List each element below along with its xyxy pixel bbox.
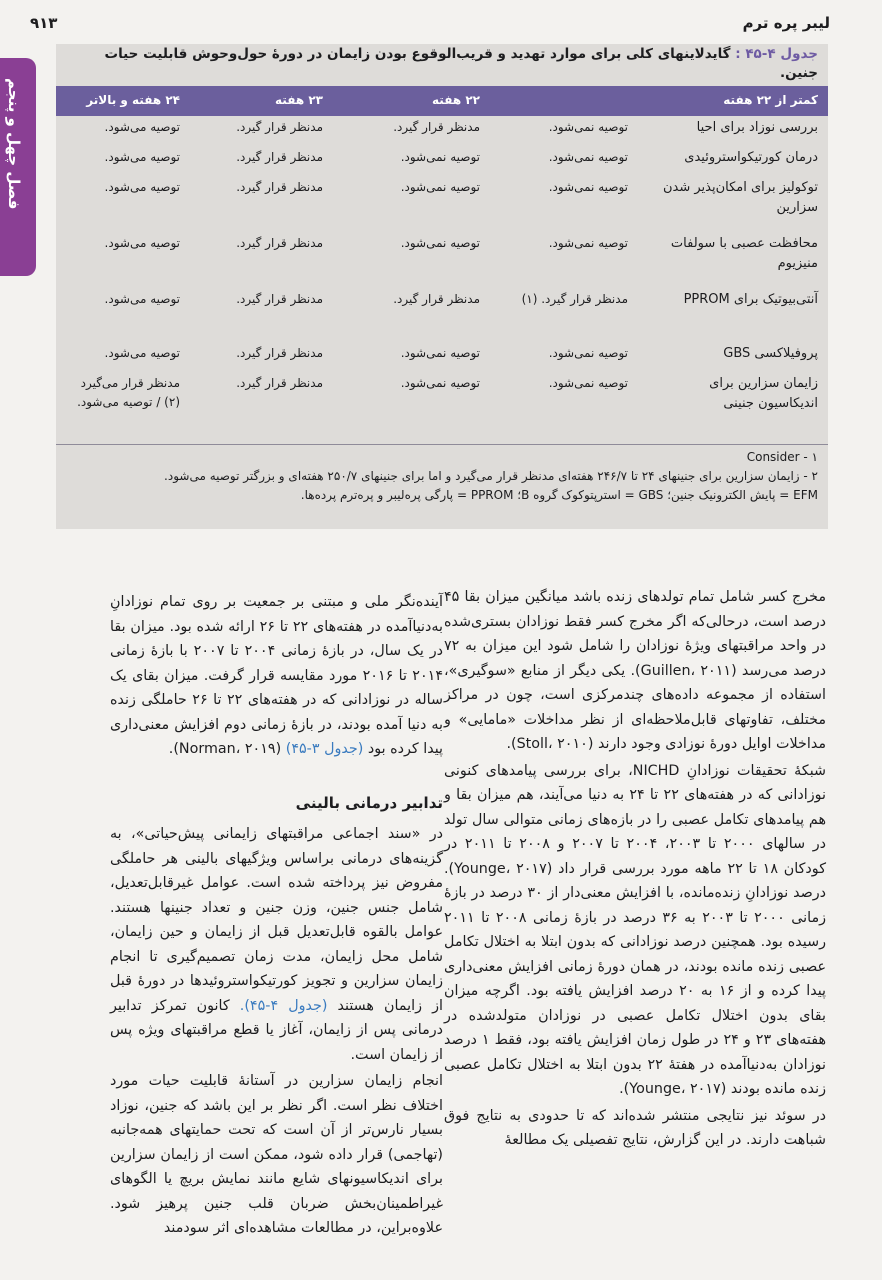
table-row — [56, 178, 828, 224]
table-reference-link[interactable]: (جدول ۳-۴۵) — [285, 741, 364, 757]
table-row — [56, 344, 828, 372]
paragraph: در سوئد نیز نتایجی منتشر شده‌اند که تا حدودی به نتایج فوق شباهت دارند. در این گزارش، نتایج تفصیلی یک مطالعهٔ — [444, 1107, 826, 1148]
paragraph: شبکهٔ تحقیقات نوزادانِ NICHD، برای بررسی پیامدهای کنونی نوزادانی که در هفته‌های ۲۲ تا ۲۴ به دنیا می‌آیند، هم میزان بقا و هم پیامدهای تکامل عصبی را در بازه‌های زمانی متوالی سال تولد در سالهای ۲۰۰۰ تا ۲۰۰۳، ۲۰۰۴ تا ۲۰۰۷ و ۲۰۰۸ تا ۲۰۱۱ در کودکان ۱۸ تا ۲۲ ماهه مورد بررسی قرار داد (Younge، ۲۰۱۷). درصد نوزادانِ زنده‌مانده، با افزایش معنی‌دار از ۳۰ درصد در بازهٔ زمانی ۲۰۰۰ تا ۲۰۰۳ به ۳۶ درصد در بازهٔ زمانی ۲۰۰۸ تا ۲۰۱۱ رسیده بود. همچنین درصد نوزادانی که بدون ابتلا به اختلال تکامل عصبی زنده مانده بودند، در همان دورهٔ زمانی افزایش معنی‌داری پیدا کرده و از ۱۶ به ۲۰ درصد افزایش یافته بود. اگرچه میزان بقای بدون اختلال تکامل عصبی در نوزادان متولدشده در هفته‌های ۲۳ و ۲۴ در طول زمان افزایش یافته بود، فقط ۱ درصد نوزادان به‌دنیاآمده در هفتهٔ ۲۲ بدون ابتلا به اختلال تکامل عصبی زنده مانده بودند (Younge، ۲۰۱۷). — [444, 762, 827, 1097]
table-cell: مدنظر قرار گیرد. (۱) — [521, 292, 628, 306]
table-cell: توصیه نمی‌شود. — [548, 376, 628, 390]
table-cell: مدنظر قرار گیرد. — [236, 236, 323, 250]
table-cell: توصیه می‌شود. — [104, 236, 180, 250]
table-cell: توصیه نمی‌شود. — [548, 346, 628, 360]
column-header: کمتر از ۲۲ هفته — [723, 93, 818, 107]
table-cell: مدنظر قرار می‌گیرد (۲) / توصیه می‌شود. — [77, 376, 180, 409]
paragraph-text: آینده‌نگر ملی و مبتنی بر جمعیت بر روی تمام نوزادانِ به‌دنیاآمده در هفته‌های ۲۲ تا ۲۶ ارائه شده بود. میزان بقا در یک سال، در بازهٔ زمانی ۲۰۰۴ تا ۲۰۰۷ با بازهٔ زمانی ۲۰۱۴ تا ۲۰۱۶ مورد مقایسه قرار گرفت. میزان بقای یک ساله در نوزادانی که در هفته‌های ۲۲ تا ۲۶ حاملگی زنده به دنیا آمده بودند، در بازهٔ زمانی دوم افزایش معنی‌داری پیدا کرده بود — [110, 594, 444, 757]
paragraph: انجام زایمان سزارین در آستانهٔ قابلیت حیات مورد اختلاف نظر است. اگر نظر بر این باشد که جنین، نوزاد بسیار نارس‌تر از آن است که تحت حمایتهای همه‌جانبه (تهاجمی) قرار داده شود، ممکن است از زایمان سزارین برای اندیکاسیونهای شایع مانند نمایش بریچ یا الگوهای غیراطمینان‌بخش ضربان قلب جنین پرهیز شود. علاوه‌براین، در مطالعات مشاهده‌ای اثر سودمند — [110, 1073, 443, 1236]
table-cell: مدنظر قرار گیرد. — [393, 120, 480, 134]
table-cell: توصیه نمی‌شود. — [400, 346, 480, 360]
table-row — [56, 290, 828, 336]
column-header: ۲۲ هفته — [432, 93, 480, 107]
abbreviations-note: EFM = پایش الکترونیک جنین؛ GBS = استرپتوکوک گروه B؛ PPROM = پارگی پره‌لیبر و پره‌ترم پرده‌ها. — [300, 488, 818, 502]
chapter-label: فصل چهل و پنجم — [5, 78, 23, 210]
table-cell: توصیه نمی‌شود. — [548, 236, 628, 250]
table-cell: مدنظر قرار گیرد. — [236, 292, 323, 306]
table-row — [56, 374, 828, 440]
guideline-table — [56, 44, 828, 529]
table-cell: توصیه می‌شود. — [104, 120, 180, 134]
table-cell: مدنظر قرار گیرد. — [236, 150, 323, 164]
table-row — [56, 234, 828, 280]
table-row — [56, 118, 828, 146]
table-row — [56, 148, 828, 176]
row-label: بررسی نوزاد برای احیا — [696, 120, 818, 135]
table-cell: توصیه می‌شود. — [104, 150, 180, 164]
table-cell: توصیه نمی‌شود. — [400, 180, 480, 194]
table-cell: مدنظر قرار گیرد. — [236, 120, 323, 134]
paragraph: مخرج کسر شامل تمام تولدهای زنده باشد میانگین میزان بقا ۴۵ درصد است، درحالی‌که اگر مخرج کسر فقط نوزادان بستری‌شده در واحد مراقبتهای ویژهٔ نوزادان را شامل شود این میزان به ۷۲ درصد می‌رسد (Guillen، ۲۰۱۱). یکی دیگر از منابع «سوگیری»، استفاده از مجموعه داده‌های چندمرکزی است، چون در مراکز مختلف، تفاوتهای قابل‌ملاحظه‌ای از نظر مداخلات «مامایی» و مداخلات اوایل دورهٔ نوزادی وجود دارند (Stoll، ۲۰۱۰). — [444, 589, 826, 752]
table-cell: توصیه نمی‌شود. — [548, 150, 628, 164]
table-cell: توصیه نمی‌شود. — [400, 236, 480, 250]
table-caption-label: جدول ۴-۴۵ : — [735, 46, 818, 62]
footnote: ۱ - Consider — [746, 450, 818, 464]
row-label: محافظت عصبی با سولفات منیزیوم — [670, 236, 818, 271]
paragraph-text: (Norman، ۲۰۱۹). — [168, 741, 282, 757]
paragraph-text: کانون تمرکز تدابیر درمانی پس از زایمان، آغاز یا قطع مراقبتهای ویژه پس از زایمان است. — [110, 997, 443, 1063]
table-cell: توصیه نمی‌شود. — [548, 120, 628, 134]
right-text-column — [444, 585, 826, 1153]
table-caption — [66, 44, 818, 85]
page-number: ۹۱۳ — [30, 14, 58, 32]
table-cell: مدنظر قرار گیرد. — [236, 346, 323, 360]
paragraph — [110, 590, 443, 762]
table-reference-link[interactable]: (جدول ۴-۴۵). — [239, 997, 328, 1014]
running-head — [30, 8, 830, 36]
table-caption-text: گایدلاینهای کلی برای موارد تهدید و قریب‌الوقوع بودن زایمان در دورهٔ حول‌وحوش قابلیت حیات جنین. — [104, 46, 818, 81]
table-divider — [56, 444, 828, 445]
column-header: ۲۳ هفته — [275, 93, 323, 107]
row-label: آنتی‌بیوتیک برای PPROM — [683, 292, 818, 307]
row-label: پروفیلاکسی GBS — [723, 346, 818, 361]
table-header-row — [56, 86, 828, 116]
paragraph-text: در «سند اجماعی مراقبتهای زایمانی پیش‌حیاتی»، به گزینه‌های درمانی براساس ویژگیهای بالینی هر حاملگی مفروض نیز پرداخته شده است. عوامل غیرقابل‌تعدیل، شامل جنس جنین، وزن جنین و تعداد جنینها هستند. عوامل بالقوه قابل‌تعدیل قبل از زایمان و حین زایمان، شامل محل زایمان، مدت زمان تصمیم‌گیری تا انجام زایمان سزارین و تجویز کورتیکواستروئیدها در دورهٔ قبل از زایمان هستند — [110, 826, 443, 1014]
table-cell: توصیه می‌شود. — [104, 180, 180, 194]
table-cell: توصیه نمی‌شود. — [400, 376, 480, 390]
paragraph — [110, 822, 443, 1067]
footnote: ۲ - زایمان سزارین برای جنینهای ۲۴ تا ۲۴۶/۷ هفته‌ای مدنظر قرار می‌گیرد و اما برای جنینهای ۲۵۰/۷ هفته‌ای و بزرگتر توصیه می‌شود. — [164, 469, 818, 483]
table-cell: مدنظر قرار گیرد. — [236, 180, 323, 194]
section-heading: تدابیر درمانی بالینی — [295, 794, 443, 812]
table-cell: مدنظر قرار گیرد. — [236, 376, 323, 390]
row-label: درمان کورتیکواستروئیدی — [684, 150, 818, 165]
table-footnotes — [62, 448, 818, 505]
book-title: لیبر پره ترم — [742, 14, 830, 32]
table-cell: توصیه می‌شود. — [104, 292, 180, 306]
left-text-column-lower — [110, 822, 443, 1241]
table-cell: توصیه می‌شود. — [104, 346, 180, 360]
table-cell: توصیه نمی‌شود. — [400, 150, 480, 164]
row-label: توکولیز برای امکان‌پذیر شدن سزارین — [662, 180, 818, 215]
chapter-side-tab — [0, 58, 36, 276]
left-text-column — [110, 590, 443, 762]
row-label: زایمان سزارین برای اندیکاسیون جنینی — [709, 376, 818, 411]
table-cell: توصیه نمی‌شود. — [548, 180, 628, 194]
table-cell: مدنظر قرار گیرد. — [393, 292, 480, 306]
column-header: ۲۴ هفته و بالاتر — [86, 93, 180, 107]
